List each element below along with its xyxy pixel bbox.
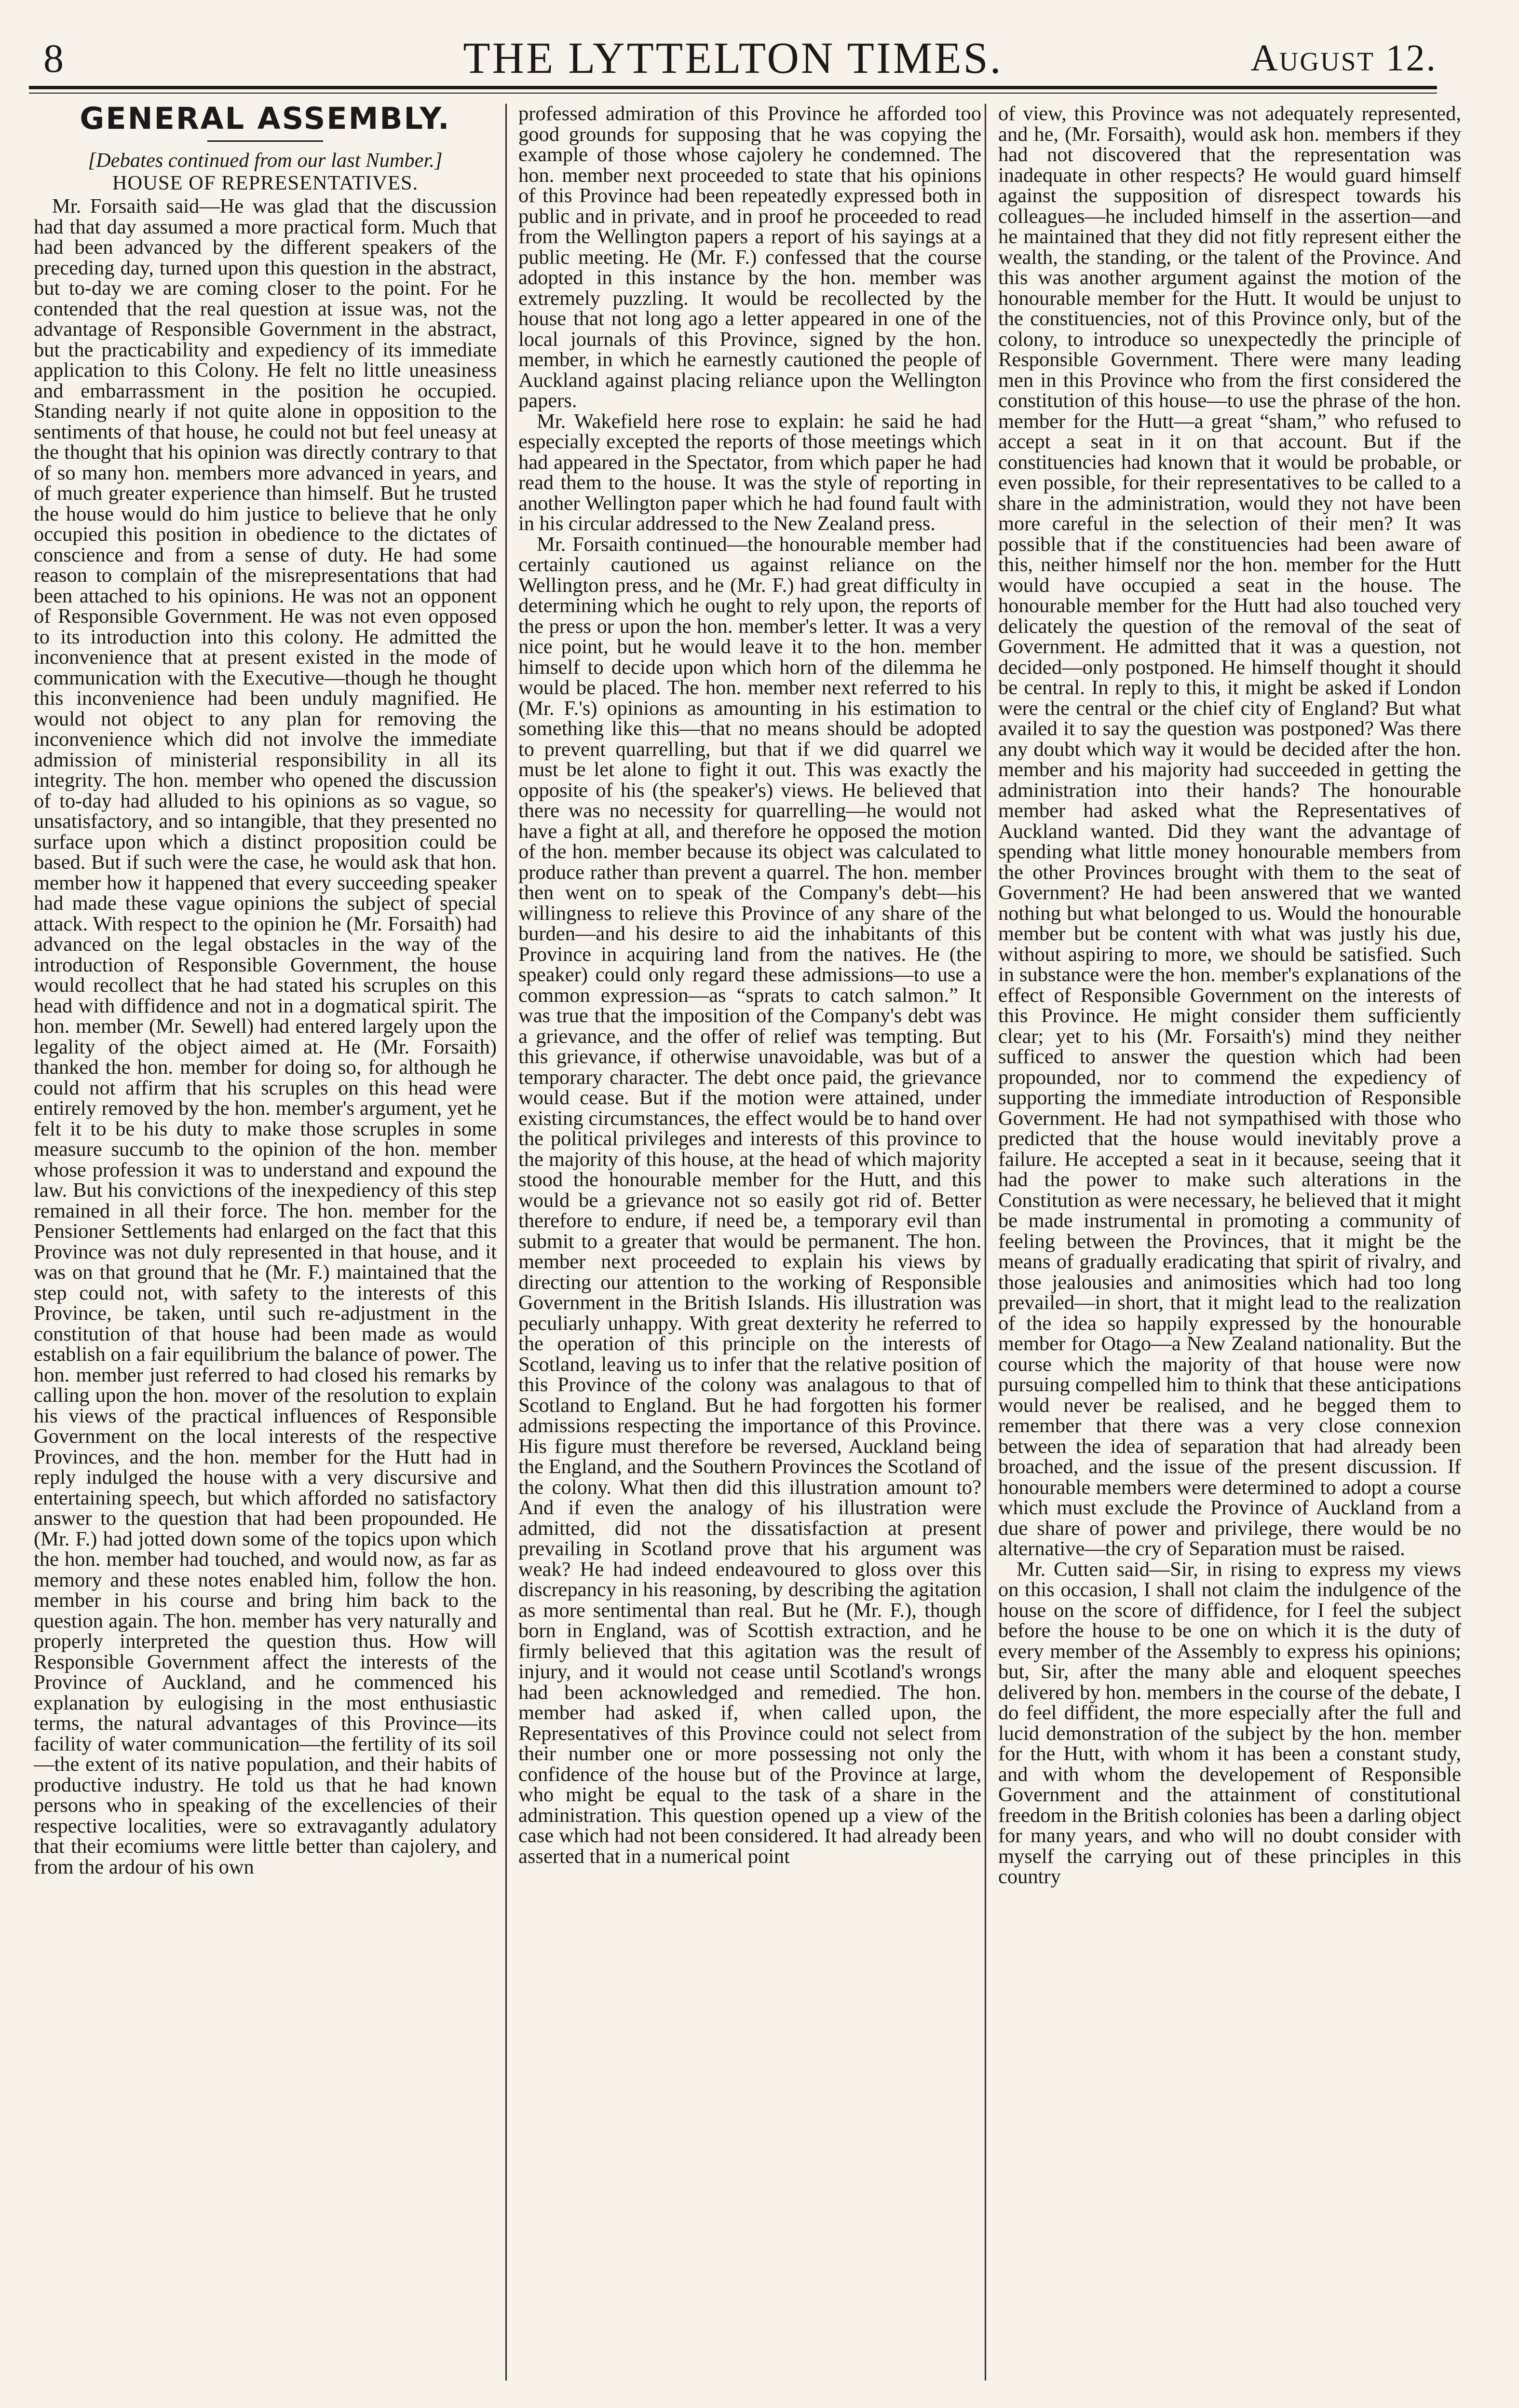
paragraph: Mr. Cutten said—Sir, in rising to express my views on this occasion, I shall not claim the indulgence of the house on the score of diffidence, for I feel the subject before the house to be one on which it is the duty of every member of the Assembly to express his opinions; but, Sir, after the many able and eloquent speeches delivered by hon. members in the course of the debate, I do feel diffident, the more especially after the full and lucid demonstration of the subject by the hon. member for the Hutt, with whom it has been a constant study, and with whom the developement of Responsible Government and the attainment of constitutional freedom in the British colonies has been a darling object for many years, and who will no doubt consider with myself the carrying out of these principles in this country — [998, 1558, 1461, 1888]
column-2 — [518, 104, 981, 2390]
paragraph: Mr. Forsaith continued—the honourable member had certainly cautioned us against reliance on the Wellington press, and he (Mr. F.) had great difficulty in determining which he ought to rely upon, the reports of the press or upon the hon. member's letter. It was a very nice point, but he would leave it to the hon. member himself to decide upon which horn of the dilemma he would be placed. The hon. member next referred to his (Mr. F.'s) opinions as amounting in his estimation to something like this—that no means should be adopted to prevent quarrelling, but that if we did quarrel we must be let alone to fight it out. This was exactly the opposite of his (the speaker's) views. He believed that there was no necessity for quarrelling—he would not have a fight at all, and therefore he opposed the motion of the hon. member because its object was calculated to produce rather than prevent a quarrel. The hon. member then went on to speak of the Company's debt—his willingness to relieve this Province of any share of the burden—and his desire to aid the inhabitants of this Province in acquiring land from the natives. He (the speaker) could only regard these admissions—to use a common expression—as “sprats to catch salmon.” It was true that the imposition of the Company's debt was a grievance, and the offer of relief was tempting. But this grievance, if otherwise unavoidable, was but of a temporary character. The debt once paid, the grievance would cease. But if the motion were attained, under existing circumstances, the effect would be to hand over the political privileges and interests of this province to the majority of this house, at the head of which majority stood the honourable member for the Hutt, and this would be a grievance not so easily got rid of. Better therefore to endure, if need be, a temporary evil than submit to a greater that would be permanent. The hon. member next proceeded to explain his views by directing our attention to the working of Responsible Government in the British Islands. His illustration was peculiarly unhappy. With great dexterity he referred to the operation of this principle on the interests of Scotland, leaving us to infer that the relative position of this Province of the colony was analagous to that of Scotland to England. But he had forgotten his former admissions respecting the importance of this Province. His figure must therefore be reversed, Auckland being the England, and the Southern Provinces the Scotland of the colony. What then did this illustration amount to? And if even the analogy of his illustration were admitted, did not the dissatisfaction at present prevailing in Scotland prove that his argument was weak? He had indeed endeavoured to gloss over this discrepancy in his reasoning, by describing the agitation as more sentimental than real. But he (Mr. F.), though born in England, was of Scottish extraction, and he firmly believed that this agitation was the result of injury, and it would not cease until Scotland's wrongs had been acknowledged and remedied. The hon. member had asked if, when called upon, the Representatives of this Province could not select from their number one or more possessing not only the confidence of the house but of the Province at large, who might be equal to the task of a share in the administration. This question opened up a view of the case which had not been considered. It had already been asserted that in a numerical point — [518, 533, 981, 1868]
newspaper-title: THE LYTTELTON TIMES. — [463, 33, 1003, 82]
column-3 — [998, 104, 1461, 2390]
section-heading: GENERAL ASSEMBLY. — [80, 104, 451, 136]
column-divider — [505, 104, 507, 2381]
continued-note: [Debates continued from our last Number.] — [88, 149, 443, 172]
paragraph: Mr. Wakefield here rose to explain: he said he had especially excepted the reports of those meetings which had appeared in the Spectator, from which paper he had read them to the house. It was the style of reporting in another Wellington paper which he had found fault with in his circular addressed to the New Zealand press. — [518, 410, 981, 535]
heading-rule — [207, 140, 323, 142]
issue-date: August 12. — [1250, 37, 1437, 79]
paragraph: professed admiration of this Province he afforded too good grounds for supposing that he was copying the example of those whose cajolery he condemned. The hon. member next proceeded to state that his opinions of this Province had been repeatedly expressed both in public and in private, and in proof he proceeded to read from the Wellington papers a report of his sayings at a public meeting. He (Mr. F.) confessed that the course adopted in this instance by the hon. member was extremely puzzling. It would be recollected by the house that not long ago a letter appeared in one of the local journals of this Province, signed by the hon. member, in which he earnestly cautioned the people of Auckland against placing reliance upon the Wellington papers. — [518, 104, 981, 412]
column-divider — [985, 104, 986, 2381]
house-heading: HOUSE OF REPRESENTATIVES. — [112, 171, 419, 194]
page-number: 8 — [43, 36, 64, 81]
paragraph: of view, this Province was not adequately represented, and he, (Mr. Forsaith), would ask hon. members if they had not discovered that the representation was inadequate in other respects? He would guard himself against the supposition of disrespect towards his colleagues—he included himself in the assertion—and he maintained that they did not fitly represent either the wealth, the standing, or the talent of the Province. And this was another argument against the motion of the honourable member for the Hutt. It would be unjust to the constituencies, not of this Province only, but of the colony, to introduce so unexpectedly the principle of Responsible Government. There were many leading men in this Province who from the first considered the constitution of this house—to use the phrase of the hon. member for the Hutt—a great “sham,” who refused to accept a seat in it on that account. But if the constituencies had known that it would be probable, or even possible, for their representatives to be called to a share in the administration, would they not have been more careful in the selection of their men? It was possible that if the constituencies had been aware of this, neither himself nor the hon. member for the Hutt would have occupied a seat in the house. The honourable member for the Hutt had also touched very delicately the question of the removal of the seat of Government. He admitted that it was a question, not decided—only postponed. He himself thought it should be central. In reply to this, it might be asked if London were the central or the chief city of England? But what availed it to say the question was postponed? Was there any doubt which way it would be decided after the hon. member and his majority had succeeded in getting the administration into their hands? The honourable member had asked what the Representatives of Auckland wanted. Did they want the advantage of spending what little money honourable members from the other Provinces brought with them to the seat of Government? He had been answered that we wanted nothing but what belonged to us. Would the honourable member but be content with what was justly his due, without aspiring to more, we should be satisfied. Such in substance were the hon. member's explanations of the effect of Responsible Government on the interests of this Province. He might consider them sufficiently clear; yet to his (Mr. Forsaith's) mind they neither sufficed to answer the question which had been propounded, nor to commend the expediency of supporting the immediate introduction of Responsible Government. He had not sympathised with those who predicted that the house would inevitably prove a failure. He accepted a seat in it because, seeing that it had the power to make such alterations in the Constitution as were necessary, he believed that it might be made instrumental in promoting a community of feeling between the Provinces, that it might be the means of gradually eradicating that spirit of rivalry, and those jealousies and animosities which had too long prevailed—in short, that it might lead to the realization of the idea so happily expressed by the honourable member for Otago—a New Zealand nationality. But the course which the majority of that house were now pursuing compelled him to think that these anticipations would never be realised, and he begged them to remember that there was a very close connexion between the idea of separation that had already been broached, and the issue of the present discussion. If honourable members were determined to adopt a course which must exclude the Province of Auckland from a due share of power and privilege, there would be no alternative—the cry of Separation must be raised. — [998, 104, 1461, 1560]
masthead-rule-thick — [29, 86, 1437, 89]
masthead — [29, 27, 1437, 84]
paragraph: Mr. Forsaith said—He was glad that the discussion had that day assumed a more practical form. Much that had been advanced by the different speakers of the preceding day, turned upon this question in the abstract, but to-day we are coming closer to the point. For he contended that the real question at issue was, not the advantage of Responsible Government in the abstract, but the practicability and expediency of its immediate application to this Colony. He felt no little uneasiness and embarrassment in the position he occupied. Standing nearly if not quite alone in opposition to the sentiments of that house, he could not but feel uneasy at the thought that his opinion was directly contrary to that of so many hon. members more advanced in years, and of much greater experience than himself. But he trusted the house would do him justice to believe that he only occupied this position in obedience to the dictates of conscience and from a sense of duty. He had some reason to complain of the misrepresentations that had been attached to his opinions. He was not an opponent of Responsible Government. He was not even opposed to its introduction into this colony. He admitted the inconvenience that at present existed in the mode of communication with the Executive—though he thought this inconvenience had been unduly magnified. He would not object to any plan for removing the inconvenience which did not involve the immediate admission of ministerial responsibility in all its integrity. The hon. member who opened the discussion of to-day had alluded to his opinions as so vague, so unsatisfactory, and so intangible, that they presented no surface upon which a distinct proposition could be based. But if such were the case, he would ask that hon. member how it happened that every succeeding speaker had made these vague opinions the subject of special attack. With respect to the opinion he (Mr. Forsaith) had advanced on the legal obstacles in the way of the introduction of Responsible Government, the house would recollect that he had stated his scruples on this head with diffidence and not in a dogmatical spirit. The hon. member (Mr. Sewell) had entered largely upon the legality of the object aimed at. He (Mr. Forsaith) thanked the hon. member for doing so, for although he could not affirm that his scruples on this head were entirely removed by the hon. member's argument, yet he felt it to be his duty to make those scruples in some measure succumb to the opinion of the hon. member whose profession it was to understand and expound the law. But his convictions of the inexpediency of this step remained in all their force. The hon. member for the Pensioner Settlements had enlarged on the fact that this Province was not duly represented in that house, and it was on that ground that he (Mr. F.) maintained that the step could not, with safety to the interests of this Province, be taken, until such re-adjustment in the constitution of that house had been made as would establish on a fair equilibrium the balance of power. The hon. member just referred to had closed his remarks by calling upon the hon. mover of the resolution to explain his views of the practical influences of Responsible Government on the local interests of the respective Provinces, and the hon. member for the Hutt had in reply indulged the house with a very discursive and entertaining speech, but which afforded no satisfactory answer to the question that had been propounded. He (Mr. F.) had jotted down some of the topics upon which the hon. member had touched, and would now, as far as memory and these notes enabled him, follow the hon. member in his course and bring him back to the question again. The hon. member has very naturally and properly interpreted the question thus. How will Responsible Government affect the interests of the Province of Auckland, and he commenced his explanation by eulogising in the most enthusiastic terms, the natural advantages of this Province—its facility of water communication—the fertility of its soil—the extent of its native population, and their habits of productive industry. He told us that he had known persons who in speaking of the excellencies of their respective localities, were so extravagantly adulatory that their ecomiums were little better than cajolery, and from the ardour of his own — [34, 195, 497, 1878]
column-1 — [34, 104, 497, 2390]
masthead-rule-thin — [29, 93, 1437, 94]
